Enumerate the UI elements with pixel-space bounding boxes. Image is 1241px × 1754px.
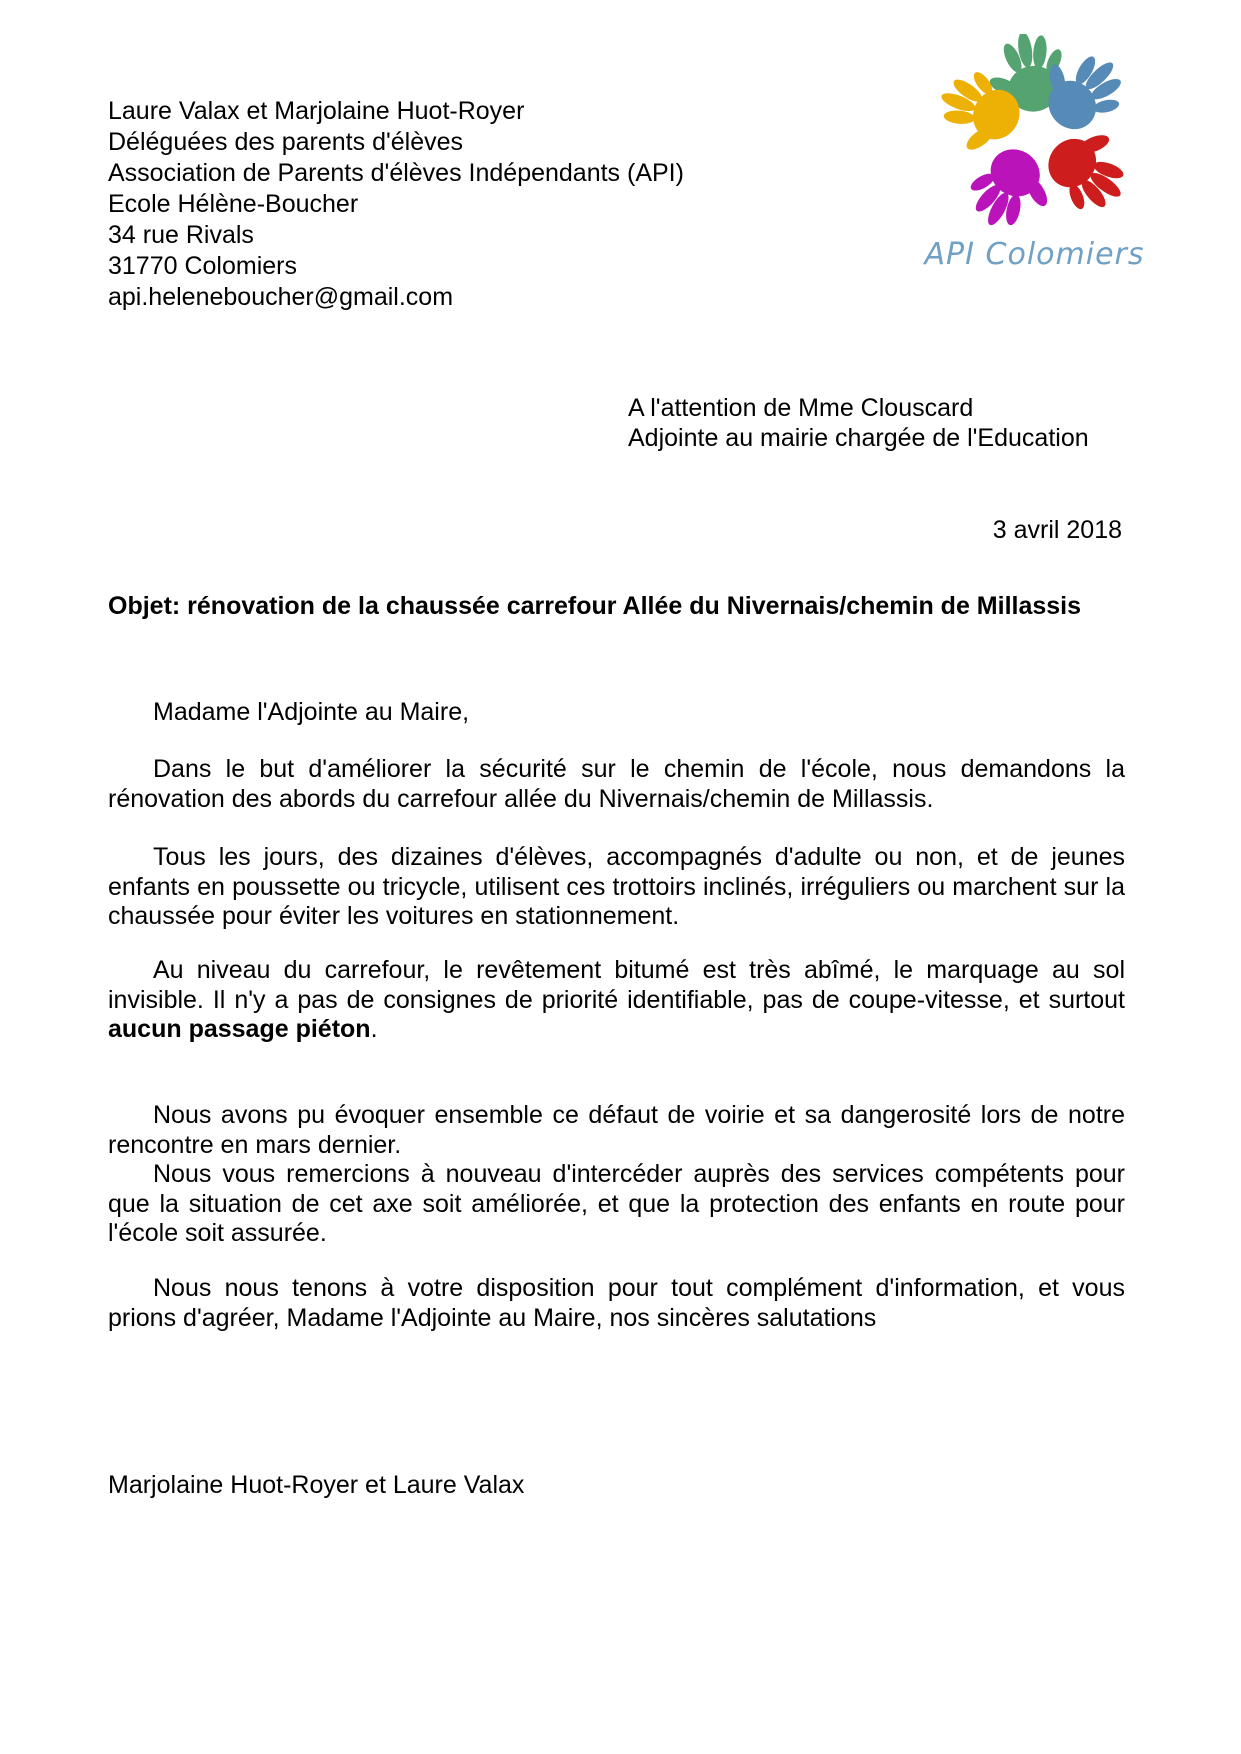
paragraph-1-text: Dans le but d'améliorer la sécurité sur le chemin de l'école, nous demandons la rénovation des abords du carrefour allée du Nivernais/chemin de Millassis. xyxy=(108,755,1125,813)
recipient-title-line: Adjointe au mairie chargée de l'Education xyxy=(628,424,1089,452)
sender-name: Laure Valax et Marjolaine Huot-Royer xyxy=(108,97,525,125)
paragraph-3 xyxy=(108,956,1125,1045)
api-colomiers-logo xyxy=(915,34,1150,274)
handprint-magenta-icon xyxy=(955,135,1066,246)
sender-role: Déléguées des parents d'élèves xyxy=(108,128,464,156)
sender-city: 31770 Colomiers xyxy=(108,252,297,280)
logo-caption: API Colomiers xyxy=(924,237,1145,272)
recipient-attention-line: A l'attention de Mme Clouscard xyxy=(628,394,974,422)
subject-line: Objet: rénovation de la chaussée carrefour Allée du Nivernais/chemin de Millassis xyxy=(108,592,1082,620)
paragraph-3-lead: Au niveau du carrefour, le revêtement bitumé est très abîmé, le marquage au sol invisible. Il n'y a pas de consignes de priorité identifiable, pas de coupe-vitesse, et surtout xyxy=(108,956,1125,1014)
paragraph-3-period: . xyxy=(370,1015,378,1043)
signature-line: Marjolaine Huot-Royer et Laure Valax xyxy=(108,1471,525,1499)
salutation xyxy=(108,698,1125,728)
sender-street: 34 rue Rivals xyxy=(108,221,254,249)
paragraph-2-text: Tous les jours, des dizaines d'élèves, accompagnés d'adulte ou non, et de jeunes enfants en poussette ou tricycle, utilisent ces trottoirs inclinés, irréguliers ou marchent sur la chaussée pour éviter les voitures en stationnement. xyxy=(108,843,1125,930)
paragraph-1 xyxy=(108,755,1125,814)
letter-date: 3 avril 2018 xyxy=(992,516,1122,544)
paragraph-5 xyxy=(108,1274,1125,1333)
paragraph-3-bold-phrase: aucun passage piéton xyxy=(108,1015,371,1043)
sender-address-block xyxy=(108,96,684,313)
handprint-red-icon xyxy=(1033,113,1146,226)
sender-school: Ecole Hélène-Boucher xyxy=(108,190,359,218)
paragraph-4 xyxy=(108,1101,1125,1249)
sender-association: Association de Parents d'élèves Indépendants (API) xyxy=(108,159,684,187)
sender-email: api.heleneboucher@gmail.com xyxy=(108,283,454,311)
paragraph-5-text: Nous nous tenons à votre disposition pour tout complément d'information, et vous prions d'agréer, Madame l'Adjointe au Maire, nos sincères salutations xyxy=(108,1274,1125,1332)
salutation-text: Madame l'Adjointe au Maire, xyxy=(153,698,470,726)
paragraph-4b-text: Nous vous remercions à nouveau d'intercéder auprès des services compétents pour que la situation de cet axe soit améliorée, et que la protection des enfants en route pour l'école soit assurée. xyxy=(108,1160,1125,1247)
paragraph-2 xyxy=(108,843,1125,932)
handprints-circle-icon xyxy=(915,34,1150,274)
recipient-block xyxy=(628,393,1089,453)
paragraph-3-text xyxy=(108,956,1125,1045)
paragraph-4a-text: Nous avons pu évoquer ensemble ce défaut de voirie et sa dangerosité lors de notre rencontre en mars dernier. xyxy=(108,1101,1125,1159)
